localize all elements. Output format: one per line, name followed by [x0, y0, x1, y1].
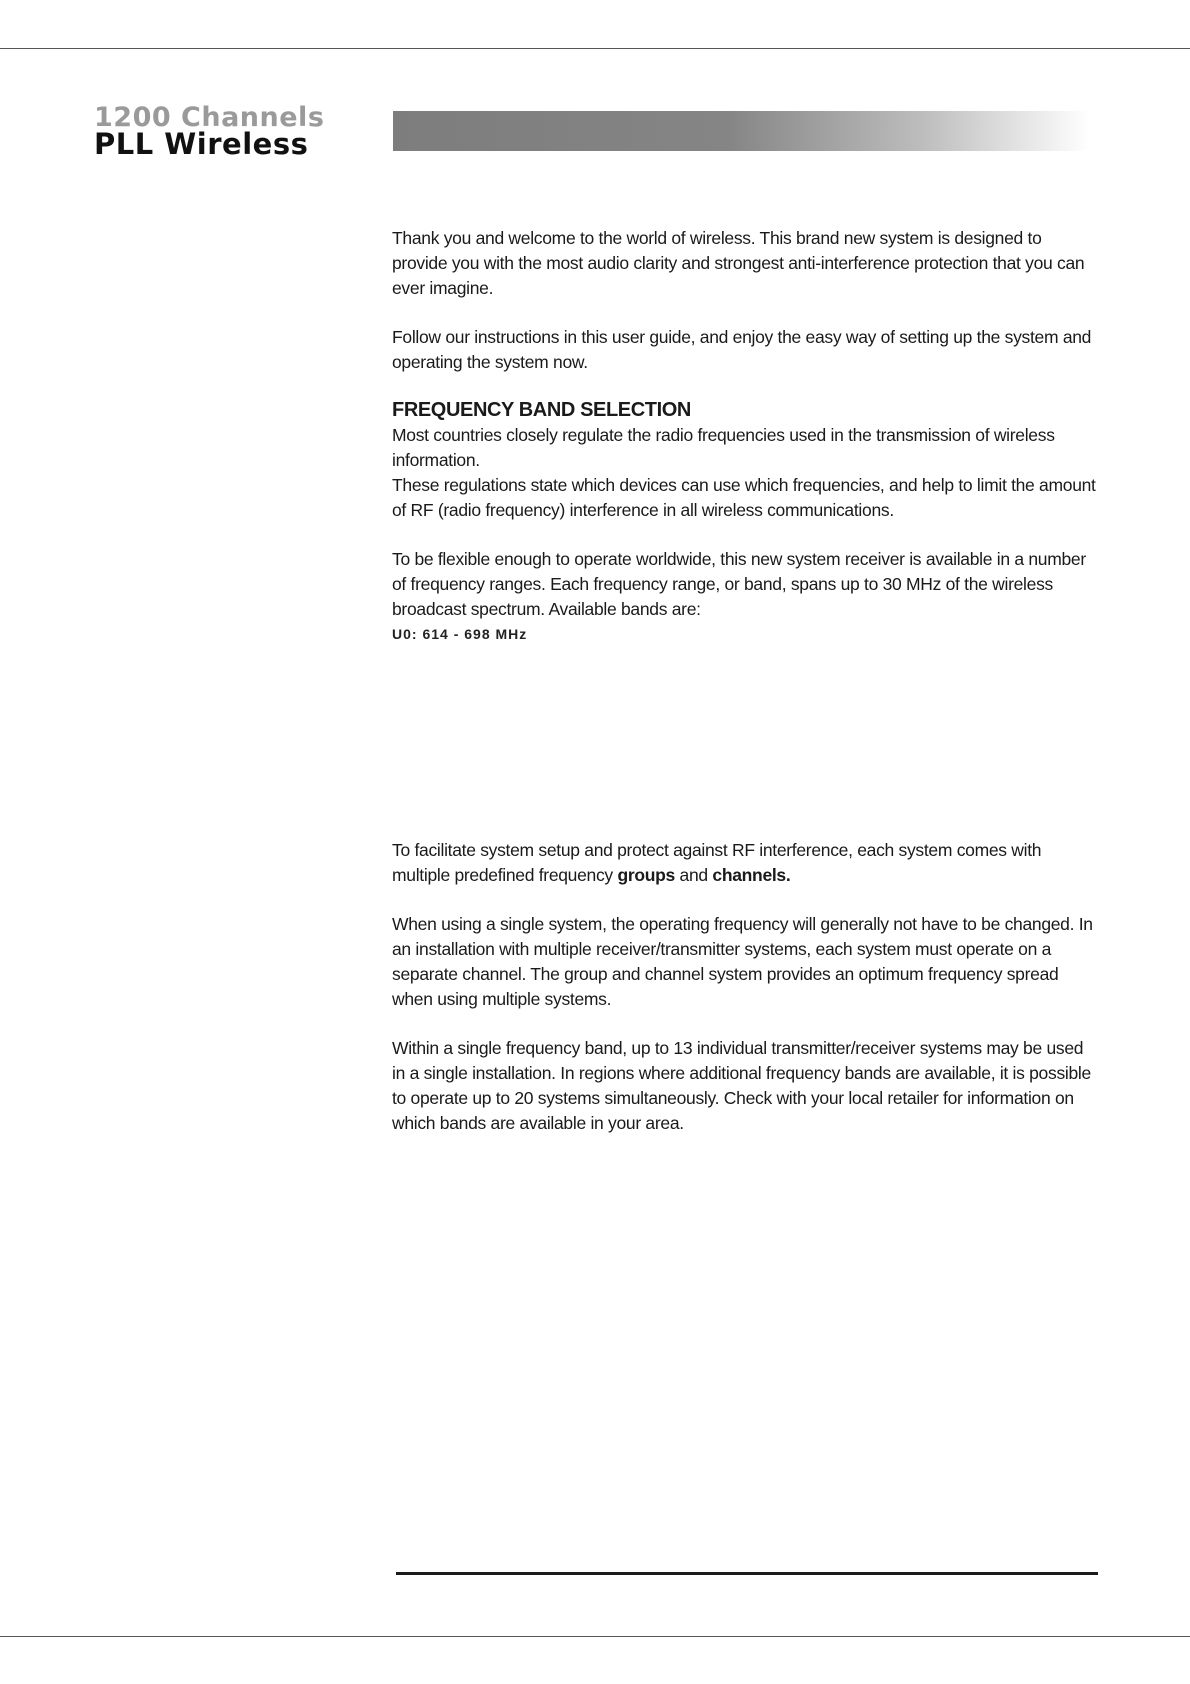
frequency-paragraph-regulation: Most countries closely regulate the radio frequencies used in the transmission of wireless information.	[392, 425, 1055, 470]
groups-term: groups	[617, 865, 675, 885]
frequency-paragraph-bands: To be flexible enough to operate worldwide, this new system receiver is available in a number of frequency ranges. Each frequency range, or band, spans up to 30 MHz of the wireless broadcast spectrum. Available bands are:	[392, 549, 1086, 619]
bottom-rule	[0, 1636, 1190, 1637]
footer-rule	[396, 1572, 1098, 1575]
logo-line-pll-wireless: PLL Wireless	[94, 127, 309, 161]
groups-paragraph-single-system: When using a single system, the operating frequency will generally not have to be changed. In an installation with multiple receiver/transmitter systems, each system must operate on a separate channel. The group and channel system provides an optimum frequency spread when using multiple systems.	[392, 914, 1093, 1009]
main-content	[392, 226, 1100, 647]
channels-term: channels.	[712, 865, 791, 885]
top-rule	[0, 48, 1190, 49]
groups-paragraph-setup	[392, 838, 1100, 888]
product-logo	[94, 104, 374, 159]
intro-paragraph-instructions: Follow our instructions in this user guide, and enjoy the easy way of setting up the system and operating the system now.	[392, 327, 1092, 372]
frequency-section-heading: FREQUENCY BAND SELECTION	[392, 399, 691, 421]
frequency-paragraph-regulation-detail: These regulations state which devices can use which frequencies, and help to limit the amount of RF (radio frequency) interference in all wireless communications.	[392, 475, 1096, 520]
intro-paragraph-welcome: Thank you and welcome to the world of wireless. This brand new system is designed to provide you with the most audio clarity and strongest anti-interference protection that you can ever imagine.	[392, 228, 1085, 298]
groups-paragraph-and: and	[674, 865, 713, 885]
header-gradient-bar	[393, 111, 1090, 151]
groups-paragraph-multiple-systems: Within a single frequency band, up to 13 individual transmitter/receiver systems may be used in a single installation. In regions where additional frequency bands are available, it is possible to operate up to 20 systems simultaneously. Check with your local retailer for information on which bands are available in your area.	[392, 1038, 1091, 1133]
logo-line-channels: 1200 Channels	[94, 102, 325, 133]
band-item-u0: U0: 614 - 698 MHz	[392, 626, 528, 642]
groups-channels-content	[392, 838, 1100, 1136]
groups-paragraph-text: To facilitate system setup and protect against RF interference, each system comes with multiple predefined frequency	[392, 840, 1042, 885]
